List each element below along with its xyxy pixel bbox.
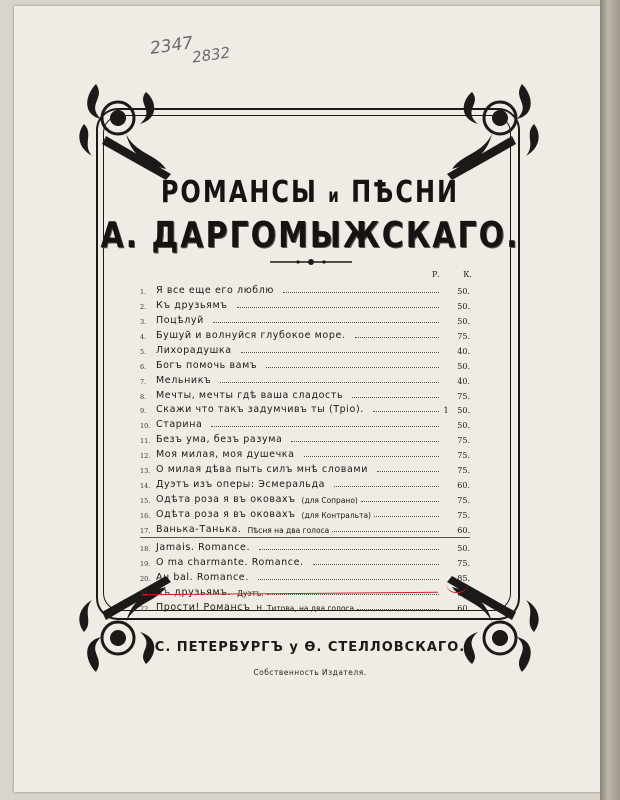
list-item bbox=[140, 430, 470, 445]
song-title: O ma charmante. Romance. bbox=[156, 556, 304, 568]
leader-dots bbox=[373, 411, 439, 412]
list-item bbox=[140, 326, 470, 341]
song-title: Богъ помочь вамъ bbox=[156, 359, 258, 371]
price-kopecks: 75. bbox=[457, 451, 470, 461]
price-kopecks: 75. bbox=[457, 511, 470, 520]
song-number: 21. bbox=[140, 589, 151, 598]
title-line-1 bbox=[0, 175, 620, 210]
list-item bbox=[140, 538, 470, 553]
list-item bbox=[140, 460, 470, 475]
title-conjunction: и bbox=[328, 184, 341, 207]
song-note: (для Сопрано) bbox=[301, 496, 358, 506]
song-title: Лихорадушка bbox=[156, 344, 232, 356]
leader-dots bbox=[258, 579, 439, 580]
song-list bbox=[140, 281, 470, 613]
song-number: 19. bbox=[140, 559, 151, 568]
list-item bbox=[140, 490, 470, 505]
leader-dots bbox=[332, 531, 439, 532]
song-number: 10. bbox=[140, 422, 151, 431]
price-kopecks: 75. bbox=[457, 496, 470, 506]
song-title: Бушуй и волнуйся глубокое море. bbox=[156, 329, 346, 341]
song-note: Н. Титова, на два голоса bbox=[256, 603, 355, 613]
price-kopecks: 50. bbox=[457, 316, 470, 326]
song-title: Поцѣлуй bbox=[156, 314, 204, 326]
song-number: 7. bbox=[140, 377, 147, 386]
song-title: Jamais. Romance. bbox=[156, 541, 251, 553]
list-item bbox=[140, 386, 470, 401]
price-kopecks: 50. bbox=[457, 421, 470, 431]
song-note: Пѣсня на два голоса bbox=[247, 525, 330, 535]
price-kopecks: 75. bbox=[457, 466, 470, 476]
list-item bbox=[140, 296, 470, 311]
column-r: Р. bbox=[432, 270, 440, 279]
price-kopecks: 50. bbox=[457, 543, 470, 553]
song-number: 15. bbox=[140, 497, 151, 506]
song-title: Ванька-Танька. bbox=[156, 523, 242, 535]
song-number: 22. bbox=[140, 604, 151, 613]
column-k: К. bbox=[463, 270, 472, 279]
price-kopecks: 60. bbox=[457, 525, 470, 535]
list-item bbox=[140, 311, 470, 326]
publisher-name: Ѳ. СТЕЛЛОВСКАГО. bbox=[304, 640, 466, 655]
price-kopecks: 85. bbox=[457, 588, 470, 598]
song-number: 14. bbox=[140, 482, 151, 491]
song-title: Къ друзьямъ. bbox=[156, 586, 232, 598]
song-number: 13. bbox=[140, 467, 151, 476]
price-kopecks: 75. bbox=[457, 391, 470, 401]
list-item bbox=[140, 520, 470, 535]
song-title: Скажи что такъ задумчивъ ты (Тріо). bbox=[156, 404, 364, 416]
list-item bbox=[140, 356, 470, 371]
song-title: Къ друзьямъ bbox=[156, 299, 228, 311]
title-word-1: РОМАНСЫ bbox=[160, 174, 318, 210]
list-item bbox=[140, 401, 470, 416]
song-number: 12. bbox=[140, 452, 151, 461]
leader-dots bbox=[237, 307, 439, 308]
price-rubles: 1 bbox=[443, 406, 449, 416]
leader-dots bbox=[220, 382, 439, 383]
list-item bbox=[140, 445, 470, 460]
song-number: 1. bbox=[140, 287, 147, 296]
publisher-line bbox=[0, 640, 620, 655]
corner-ornament-icon bbox=[76, 74, 186, 184]
divider-ornament-icon bbox=[268, 257, 354, 267]
list-item bbox=[140, 371, 470, 386]
leader-dots bbox=[211, 426, 439, 427]
song-number: 2. bbox=[140, 302, 147, 311]
leader-dots bbox=[313, 564, 439, 565]
price-kopecks: 60. bbox=[457, 481, 470, 491]
price-kopecks: 60. bbox=[457, 603, 470, 613]
list-item bbox=[140, 475, 470, 490]
price-kopecks: 85. bbox=[457, 573, 470, 583]
leader-dots bbox=[377, 471, 439, 472]
price-kopecks: 50. bbox=[457, 286, 470, 296]
leader-dots bbox=[361, 501, 439, 502]
song-title: Дуэтъ изъ оперы: Эсмеральда bbox=[156, 479, 326, 491]
composer-name: А. ДАРГОМЫЖСКАГО. bbox=[100, 214, 520, 257]
leader-dots bbox=[213, 322, 439, 323]
song-title: Моя милая, моя душечка bbox=[156, 449, 295, 461]
publisher-prep: у bbox=[289, 640, 299, 655]
song-title: Мечты, мечты гдѣ ваша сладость bbox=[156, 389, 344, 401]
price-kopecks: 75. bbox=[457, 558, 470, 568]
song-note: Дуэтъ. bbox=[237, 588, 264, 598]
list-item bbox=[140, 281, 470, 296]
leader-dots bbox=[266, 367, 439, 368]
song-title: Безъ ума, безъ разума bbox=[156, 434, 283, 446]
price-column-headers bbox=[432, 270, 472, 279]
price-kopecks: 75. bbox=[457, 436, 470, 446]
title-word-2: ПѢСНИ bbox=[351, 174, 460, 210]
publisher-city: С. ПЕТЕРБУРГЪ bbox=[154, 640, 284, 655]
song-title: Я все еще его люблю bbox=[156, 284, 275, 296]
leader-dots bbox=[259, 549, 439, 550]
song-title: Мельникъ bbox=[156, 374, 212, 386]
list-item bbox=[140, 553, 470, 568]
price-kopecks: 50. bbox=[457, 361, 470, 371]
song-number: 9. bbox=[140, 407, 147, 416]
catalog-mark-2: 2832 bbox=[190, 43, 232, 67]
ownership-note: Собственность Издателя. bbox=[253, 668, 367, 677]
song-title: О милая дѣва пыть силъ мнѣ словами bbox=[156, 464, 368, 476]
price-kopecks: 40. bbox=[457, 376, 470, 386]
list-item bbox=[140, 505, 470, 520]
song-number: 6. bbox=[140, 362, 147, 371]
leader-dots bbox=[357, 609, 439, 610]
song-note: (для Контральта) bbox=[301, 511, 371, 520]
leader-dots bbox=[241, 352, 439, 353]
price-kopecks: 75. bbox=[457, 331, 470, 341]
price-kopecks: 50. bbox=[457, 406, 470, 416]
song-number: 4. bbox=[140, 332, 147, 341]
song-number: 5. bbox=[140, 347, 147, 356]
leader-dots bbox=[352, 397, 439, 398]
leader-dots bbox=[283, 292, 439, 293]
binding-edge bbox=[600, 0, 620, 800]
leader-dots bbox=[355, 337, 439, 338]
song-number: 11. bbox=[140, 437, 151, 446]
song-title: Прости! Романсъ bbox=[156, 601, 251, 613]
song-number: 8. bbox=[140, 392, 147, 401]
leader-dots bbox=[374, 516, 439, 517]
price-kopecks: 40. bbox=[457, 346, 470, 356]
song-number: 18. bbox=[140, 544, 151, 553]
list-item bbox=[140, 341, 470, 356]
song-title: Одѣта роза я въ оковахъ bbox=[156, 509, 296, 520]
song-title: Старина bbox=[156, 419, 203, 431]
leader-dots bbox=[291, 441, 439, 442]
catalog-mark-1: 2347 bbox=[148, 33, 195, 59]
song-title: Au bal. Romance. bbox=[156, 571, 249, 583]
song-number: 17. bbox=[140, 526, 151, 535]
list-item bbox=[140, 568, 470, 583]
leader-dots bbox=[334, 486, 439, 487]
song-number: 16. bbox=[140, 512, 151, 520]
song-title: Одѣта роза я въ оковахъ bbox=[156, 494, 296, 506]
list-item bbox=[140, 583, 470, 598]
leader-dots bbox=[304, 456, 439, 457]
corner-ornament-icon bbox=[432, 74, 542, 184]
price-kopecks: 50. bbox=[457, 301, 470, 311]
list-item bbox=[140, 598, 470, 613]
list-item bbox=[140, 415, 470, 430]
song-number: 3. bbox=[140, 317, 147, 326]
song-number: 20. bbox=[140, 574, 151, 583]
